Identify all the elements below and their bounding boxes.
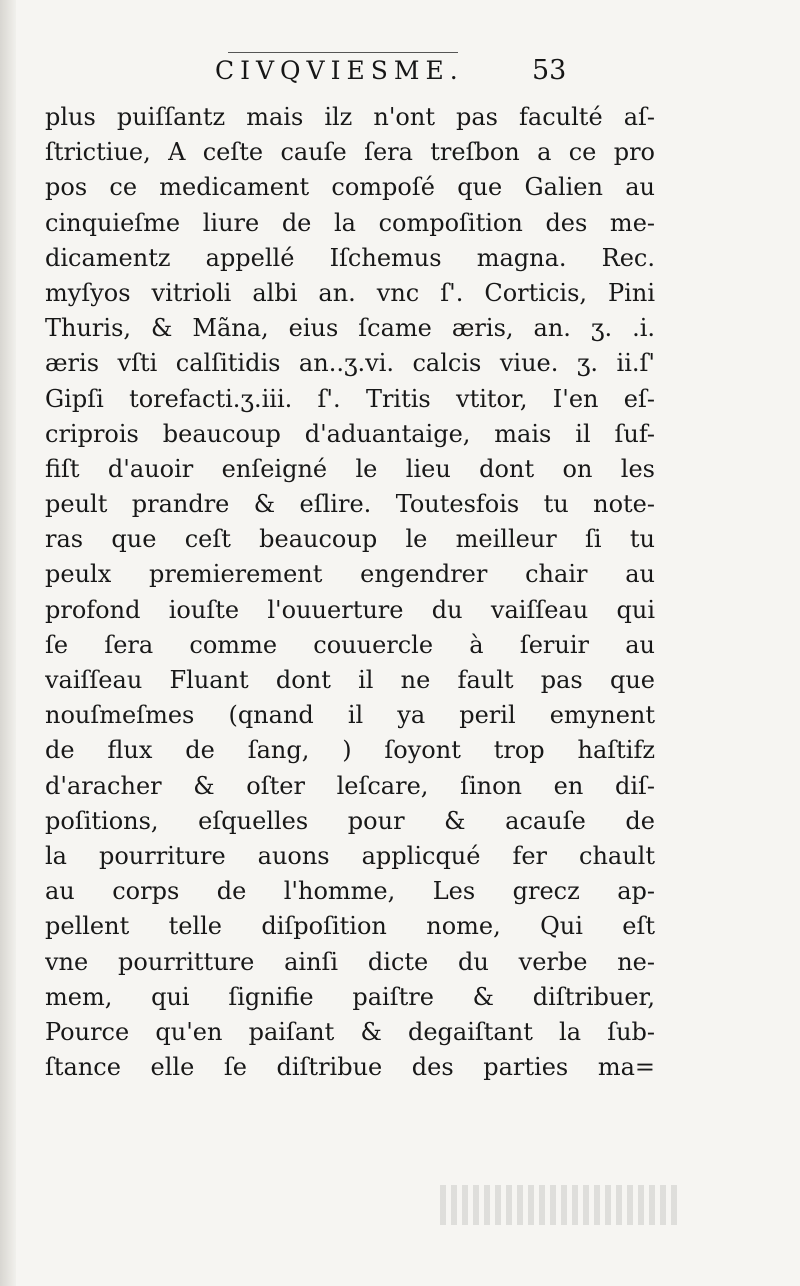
text-line: criprois beaucoup d'aduantaige, mais il ſuf- bbox=[45, 419, 655, 448]
page-header bbox=[0, 52, 800, 92]
text-line: au corps de l'homme, Les grecz ap- bbox=[45, 877, 655, 906]
text-line: Gipſi torefacti.ʒ.iii. ſ'. Tritis vtitor, I'en eſ- bbox=[45, 384, 655, 413]
text-line: ſtrictiue, A ceſte cauſe ſera treſbon a ce pro bbox=[45, 138, 655, 167]
text-line: Pource qu'en paiſant & degaiſtant la ſub- bbox=[45, 1017, 655, 1046]
text-line: ſtance elle ſe diſtribue des parties ma= bbox=[45, 1053, 655, 1082]
text-line: fiſt d'auoir enſeigné le lieu dont on les bbox=[45, 454, 655, 483]
text-line: ras que ceſt beaucoup le meilleur ſi tu bbox=[45, 525, 655, 554]
page-number: 53 bbox=[532, 55, 567, 86]
text-line: d'aracher & oſter leſcare, ſinon en diſ- bbox=[45, 771, 655, 800]
text-line: la pourriture auons applicqué fer chault bbox=[45, 841, 655, 870]
text-line: vne pourritture ainſi dicte du verbe ne- bbox=[45, 947, 655, 976]
text-line: mem, qui ſignifie paiſtre & diſtribuer, bbox=[45, 982, 655, 1011]
text-line: poſitions, eſquelles pour & acauſe de bbox=[45, 806, 655, 835]
text-line: cinquieſme liure de la compoſition des me- bbox=[45, 208, 655, 237]
page-gutter bbox=[0, 0, 16, 1286]
text-line: pos ce medicament compoſé que Galien au bbox=[45, 173, 655, 202]
text-line: pellent telle diſpoſition nome, Qui eſt bbox=[45, 912, 655, 941]
running-head: CIVQVIESME. bbox=[215, 56, 464, 85]
text-line: profond iouſte l'ouuerture du vaiſſeau qui bbox=[45, 595, 655, 624]
text-line: dicamentz appellé Iſchemus magna. Rec. bbox=[45, 243, 655, 272]
text-line: æris vſti calſitidis an..ʒ.vi. calcis viue. ʒ. ii.ſ' bbox=[45, 349, 655, 378]
body-text bbox=[45, 100, 655, 1085]
bleed-through-ink bbox=[440, 1185, 680, 1225]
text-line: myſyos vitrioli albi an. vnc ſ'. Corticis, Pini bbox=[45, 278, 655, 307]
text-line: peult prandre & eſlire. Toutesfois tu note- bbox=[45, 490, 655, 519]
text-line: peulx premierement engendrer chair au bbox=[45, 560, 655, 589]
text-line: plus puiſſantz mais ilz n'ont pas faculté aſ- bbox=[45, 103, 655, 131]
text-line: nouſmeſmes (qnand il ya peril emynent bbox=[45, 701, 655, 730]
text-line: vaiſſeau Fluant dont il ne fault pas que bbox=[45, 666, 655, 694]
text-line: Thuris, & Mãna, eius ſcame æris, an. ʒ. .i. bbox=[45, 314, 655, 343]
text-line: de flux de ſang, ) ſoyont trop haſtifz bbox=[45, 736, 655, 765]
text-line: ſe ſera comme couuercle à ſeruir au bbox=[45, 630, 655, 659]
